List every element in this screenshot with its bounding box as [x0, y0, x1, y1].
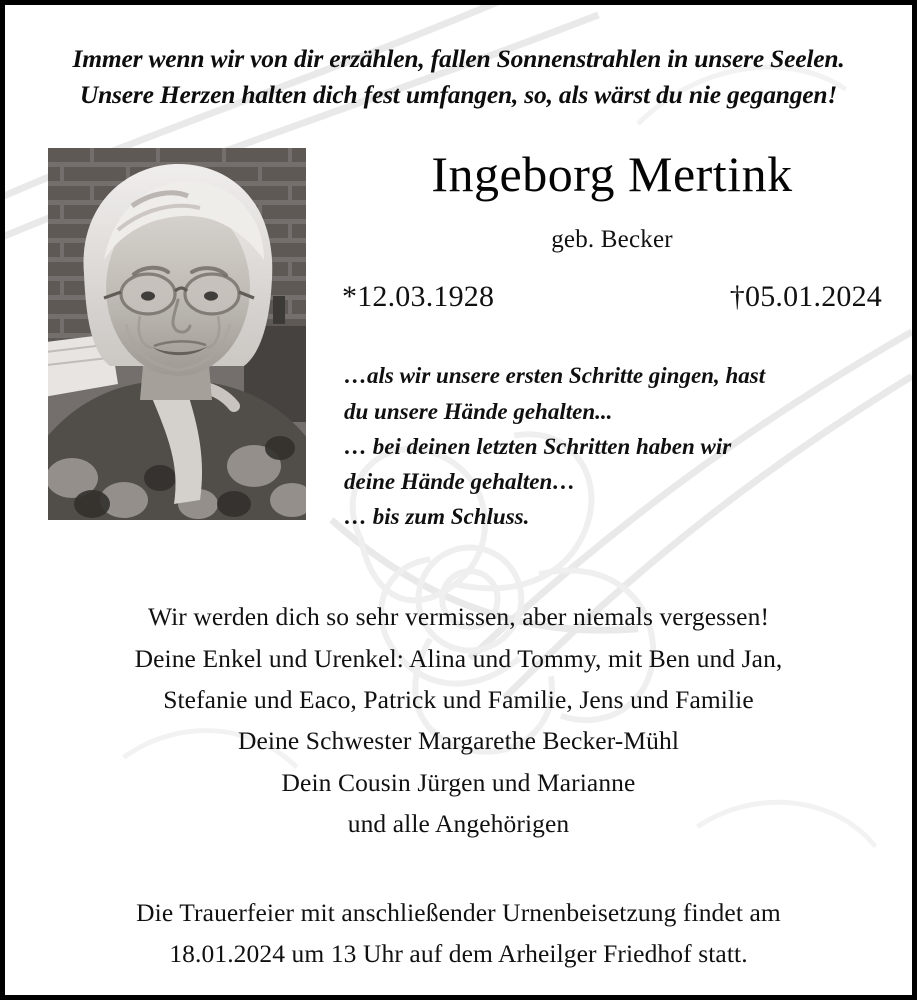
- date-of-birth: *12.03.1928: [342, 280, 495, 314]
- mourners-block: [5, 596, 912, 844]
- mourners-line-4: Deine Schwester Margarethe Becker-Mühl: [237, 726, 680, 756]
- mourners-line-3: Stefanie und Eaco, Patrick und Familie, Jens und Familie: [163, 684, 754, 714]
- opening-verse: [5, 5, 912, 113]
- service-details: [5, 892, 912, 975]
- mourners-line-5: Dein Cousin Jürgen und Marianne: [281, 767, 636, 797]
- poem-line-4: deine Hände gehalten…: [344, 468, 576, 494]
- service-line-2: 18.01.2024 um 13 Uhr auf dem Arheilger Friedhof statt.: [169, 939, 748, 969]
- verse-line-2: Unsere Herzen halten dich fest umfangen, so, als wärst du nie gegangen!: [79, 80, 838, 110]
- portrait-photo: [48, 148, 306, 520]
- service-line-1: Die Trauerfeier mit anschließender Urnenbeisetzung findet am: [136, 898, 781, 928]
- mourners-line-1: Wir werden dich so sehr vermissen, aber niemals vergessen!: [147, 602, 770, 632]
- mourners-line-6: und alle Angehörigen: [347, 808, 570, 838]
- memorial-poem: [334, 358, 890, 534]
- notice-content: [5, 5, 912, 995]
- portrait-and-name-band: [5, 113, 912, 534]
- life-dates: [334, 280, 890, 314]
- date-of-death: †05.01.2024: [729, 280, 882, 314]
- maiden-name: geb. Becker: [551, 226, 673, 254]
- poem-line-2: du unsere Hände gehalten...: [344, 398, 613, 424]
- poem-line-5: … bis zum Schluss.: [344, 504, 530, 530]
- deceased-name: Ingeborg Mertink: [431, 146, 793, 203]
- name-column: [306, 141, 912, 534]
- poem-line-3: … bei deinen letzten Schritten haben wir: [344, 433, 732, 459]
- verse-line-1: Immer wenn wir von dir erzählen, fallen Sonnenstrahlen in unsere Seelen.: [72, 44, 845, 73]
- portrait-photo-frame: [48, 148, 306, 520]
- poem-line-1: …als wir unsere ersten Schritte gingen, hast: [344, 363, 766, 389]
- mourners-line-2: Deine Enkel und Urenkel: Alina und Tommy, mit Ben und Jan,: [134, 643, 783, 673]
